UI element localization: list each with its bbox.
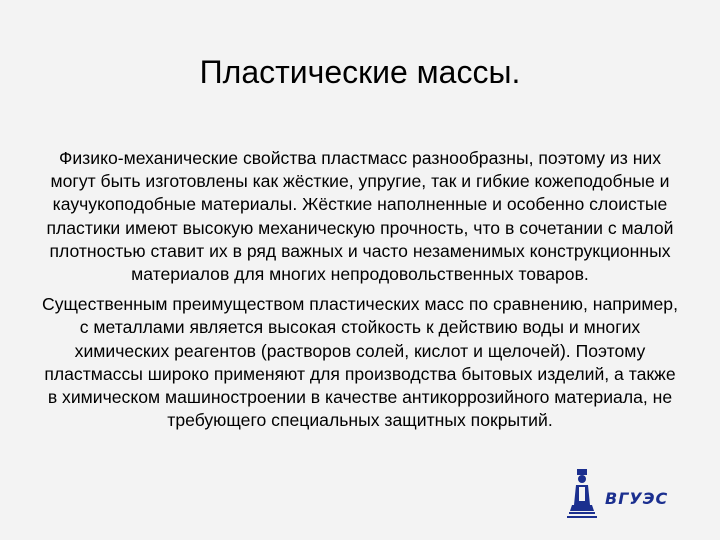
university-emblem-icon bbox=[565, 465, 599, 521]
slide-body bbox=[40, 147, 680, 439]
paragraph-properties: Физико-механические свойства пластмасс разнообразны, поэтому из них могут быть изготовлены как жёсткие, упругие, так и гибкие кожеподобные и каучукоподобные материалы. Жёсткие наполненные и особенно слоистые пластики имеют высокую механическую прочность, что в сочетании с малой плотностью ставит их в ряд важных и часто незаменимых конструкционных материалов для многих непродовольственных товаров. bbox=[46, 148, 674, 285]
university-logo bbox=[565, 465, 675, 521]
slide-title: Пластические массы. bbox=[199, 54, 521, 90]
logo-text: ВГУЭС bbox=[605, 489, 669, 508]
paragraph-advantages: Существенным преимуществом пластических масс по сравнению, например, с металлами является высокая стойкость к действию воды и многих химических реагентов (растворов солей, кислот и щелочей). Поэтому пластмассы широко применяют для производства бытовых изделий, а также в химическом машиностроении в качестве антикоррозийного материала, не требующего специальных защитных покрытий. bbox=[42, 294, 678, 431]
